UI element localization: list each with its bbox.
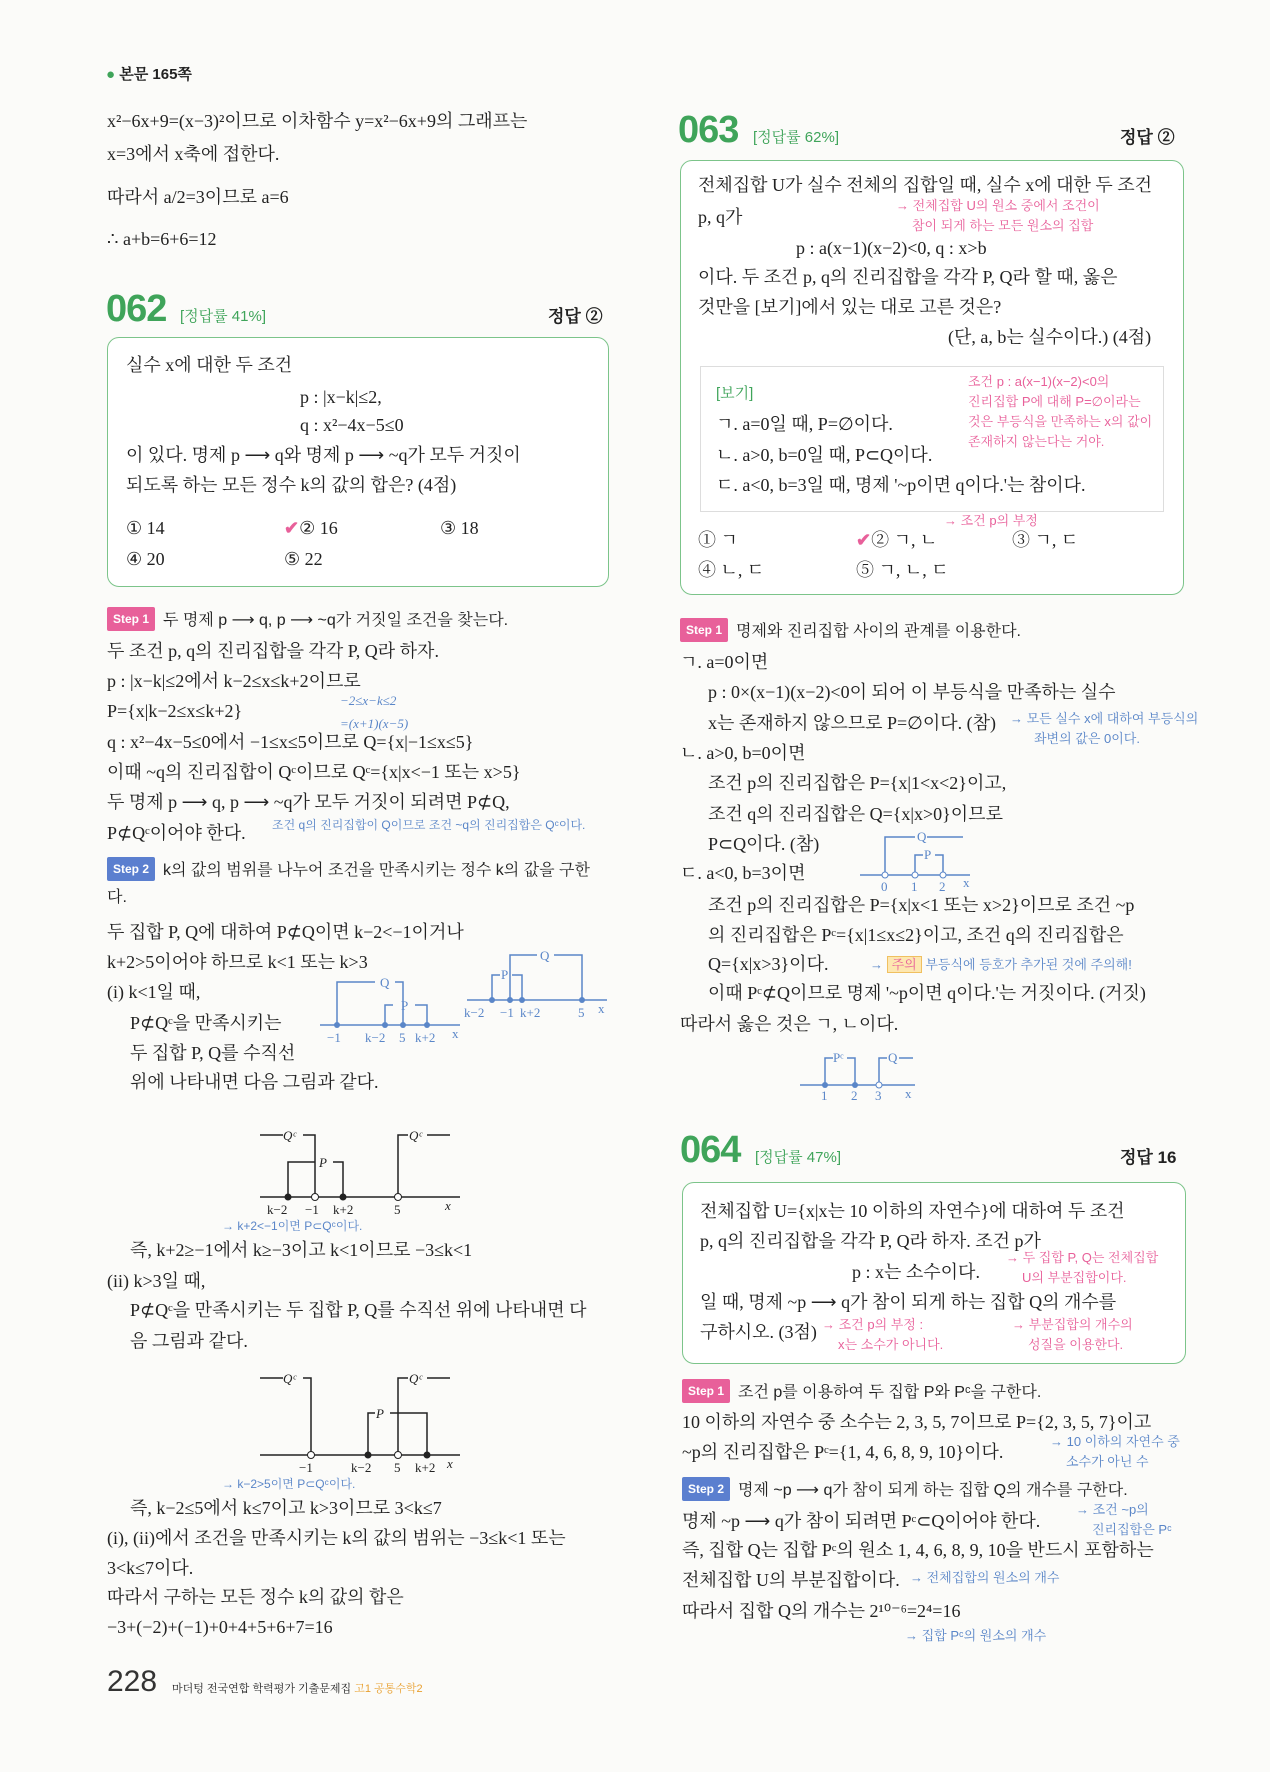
problem-line: 구하시오. (3점)	[700, 1322, 817, 1342]
label: k−2	[464, 1005, 485, 1020]
prev-line: x²−6x+9=(x−3)²이므로 이차함수 y=x²−6x+9의 그래프는	[107, 111, 528, 131]
label: Qᶜ	[409, 1128, 422, 1143]
caution-badge: 주의	[887, 956, 922, 973]
choice-5: ⑤ 22	[284, 549, 323, 569]
label: x	[963, 875, 970, 890]
solution-line: 따라서 옳은 것은 ㄱ, ㄴ이다.	[680, 1014, 899, 1034]
annotation: 존재하지 않는다는 거야.	[968, 434, 1105, 449]
solution-line: 즉, k−2≤5에서 k≤7이고 k>3이므로 3<k≤7	[130, 1498, 442, 1518]
step1-title: 두 명제 p ⟶ q, p ⟶ ~q가 거짓일 조건을 찾는다.	[163, 612, 509, 629]
problem-line: p, q가	[698, 207, 743, 227]
solution-line: 조건 p의 진리집합은 P={x|1<x<2}이고,	[708, 773, 1007, 793]
problem-number: 063	[678, 109, 739, 151]
annotation-text: 조건 ~p의	[1092, 1502, 1149, 1517]
number-line-diagram-case-i	[255, 1110, 465, 1215]
solution-line: 이때 Pᶜ⊄Q이므로 명제 '~p이면 q이다.'는 거짓이다. (거짓)	[708, 983, 1146, 1003]
solution-line: 따라서 집합 Q의 개수는 2¹⁰⁻⁶=2⁴=16	[682, 1601, 961, 1621]
annotation: 성질을 이용한다.	[1028, 1337, 1124, 1352]
label: x	[447, 1456, 453, 1471]
choice-2-correct	[856, 529, 937, 551]
answer: 정답 16	[1120, 1148, 1177, 1167]
annotation: 조건 q의 진리집합이 Q이므로 조건 ~q의 진리집합은 Qᶜ이다.	[272, 818, 586, 832]
prev-line: x=3에서 x축에 접한다.	[107, 144, 280, 164]
boki-item: ㄱ. a=0일 때, P=∅이다.	[716, 414, 893, 434]
label: −1	[305, 1202, 319, 1215]
number-line-diagram	[855, 825, 975, 895]
label: Q	[540, 948, 550, 963]
solution-line: q : x²−4x−5≤0에서 −1≤x≤5이므로 Q={x|−1≤x≤5}	[107, 732, 474, 752]
solution-line: 조건 q의 진리집합은 Q={x|x>0}이므로	[708, 804, 1003, 824]
label: 3	[875, 1088, 882, 1100]
choice-3: ③ 18	[440, 518, 479, 538]
footer-book	[172, 1678, 423, 1700]
solution-line: P⊂Q이다. (참)	[708, 834, 820, 854]
annotation-text: k+2<−1이면 P⊂Qᶜ이다.	[237, 1219, 363, 1233]
step2-title: k의 값의 범위를 나누어 조건을 만족시키는 정수 k의 값을 구한	[163, 862, 590, 879]
step1-heading	[682, 1379, 1041, 1404]
step2-heading	[107, 857, 590, 882]
step2-title: 명제 ~p ⟶ q가 참이 되게 하는 집합 Q의 개수를 구한다.	[738, 1482, 1128, 1499]
solution-line: Q={x|x>3}이다.	[708, 954, 829, 974]
problem-line: 전체집합 U={x|x는 10 이하의 자연수}에 대하여 두 조건	[700, 1201, 1125, 1221]
correct-rate: [정답률 62%]	[753, 129, 839, 146]
annotation: → 조건 p의 부정	[944, 513, 1038, 528]
choice-2-text: ② 16	[299, 518, 338, 538]
annotation: 것은 부등식을 만족하는 x의 값이	[968, 414, 1153, 429]
label: k+2	[415, 1460, 436, 1473]
solution-line: 두 집합 P, Q를 수직선	[130, 1043, 296, 1063]
choice-3: ③ ㄱ, ㄷ	[1012, 530, 1079, 550]
label: Q	[917, 829, 927, 844]
problem-line: (단, a, b는 실수이다.) (4점)	[948, 327, 1152, 347]
annotation: 조건 p : a(x−1)(x−2)<0의	[968, 374, 1110, 389]
annotation: 소수가 아닌 수	[1066, 1454, 1149, 1469]
page-reference	[106, 64, 192, 86]
solution-line: ㄷ. a<0, b=3이면	[680, 863, 806, 883]
annotation-text: 조건 p의 부정 :	[838, 1317, 924, 1332]
step1-heading	[680, 618, 1021, 643]
choice-4: ④ ㄴ, ㄷ	[698, 560, 765, 580]
annotation: → 10 이하의 자연수 중	[1050, 1434, 1180, 1449]
step1-title: 명제와 진리집합 사이의 관계를 이용한다.	[736, 623, 1021, 640]
choice-2-correct	[284, 517, 338, 539]
annotation-text: 전체집합의 원소의 개수	[926, 1570, 1060, 1585]
label: k+2	[415, 1030, 436, 1045]
condition-p: p : |x−k|≤2,	[300, 387, 382, 407]
annotation: → 조건 ~p의	[1076, 1502, 1149, 1517]
solution-line: 명제 ~p ⟶ q가 참이 되려면 Pᶜ⊂Q이어야 한다.	[682, 1511, 1041, 1531]
problem-number: 062	[106, 288, 167, 330]
boki-item: ㄷ. a<0, b=3일 때, 명제 '~p이면 q이다.'는 참이다.	[716, 475, 1086, 495]
annotation: → 집합 Pᶜ의 원소의 개수	[905, 1628, 1047, 1643]
annotation: → 조건 p의 부정 :	[822, 1317, 924, 1332]
label: P	[376, 1406, 384, 1421]
label: Qᶜ	[283, 1371, 296, 1386]
label: k+2	[520, 1005, 541, 1020]
solution-line: 즉, k+2≥−1에서 k≥−3이고 k<1이므로 −3≤k<1	[130, 1240, 473, 1260]
annotation: 좌변의 값은 0이다.	[1034, 731, 1140, 746]
label: 5	[394, 1460, 401, 1473]
label: P	[501, 967, 509, 982]
problem-line: 전체집합 U가 실수 전체의 집합일 때, 실수 x에 대한 두 조건	[698, 175, 1153, 195]
problem-line: 것만을 [보기]에서 있는 대로 고른 것은?	[698, 297, 1002, 317]
solution-line: 10 이하의 자연수 중 소수는 2, 3, 5, 7이므로 P={2, 3, 5, 7}이고	[682, 1412, 1152, 1432]
correct-rate: [정답률 41%]	[180, 308, 266, 325]
label: k−2	[351, 1460, 372, 1473]
solution-line: p : 0×(x−1)(x−2)<0이 되어 이 부등식을 만족하는 실수	[708, 682, 1116, 702]
annotation-text: 부분집합의 개수의	[1028, 1317, 1133, 1332]
prev-line: ∴ a+b=6+6=12	[107, 229, 217, 249]
label: −1	[500, 1005, 514, 1020]
label: −1	[327, 1030, 341, 1045]
label: 1	[911, 879, 918, 894]
label: 5	[394, 1202, 401, 1215]
solution-line: 위에 나타내면 다음 그림과 같다.	[130, 1072, 379, 1092]
solution-line: 두 조건 p, q의 진리집합을 각각 P, Q라 하자.	[107, 641, 439, 661]
number-line-diagram	[462, 945, 612, 1020]
subject: 고1 공통수학2	[354, 1683, 423, 1695]
answer: 정답 ②	[548, 307, 603, 326]
annotation: → 두 집합 P, Q는 전체집합	[1006, 1250, 1159, 1265]
number-line-diagram	[315, 960, 465, 1045]
step1-badge: Step 1	[682, 1379, 730, 1403]
step1-title: 조건 p를 이용하여 두 집합 P와 Pᶜ을 구한다.	[738, 1384, 1042, 1401]
solution-line: P⊄Qᶜ을 만족시키는	[130, 1013, 282, 1033]
annotation: 진리집합은 Pᶜ	[1092, 1522, 1172, 1537]
solution-line: (i) k<1일 때,	[107, 982, 201, 1002]
solution-line: 즉, 집합 Q는 집합 Pᶜ의 원소 1, 4, 6, 8, 9, 10을 반드시 포함하는	[682, 1540, 1154, 1560]
solution-line: 음 그림과 같다.	[130, 1331, 248, 1351]
annotation: → 전체집합의 원소의 개수	[910, 1570, 1060, 1585]
solution-line: 이때 ~q의 진리집합이 Qᶜ이므로 Qᶜ={x|x<−1 또는 x>5}	[107, 762, 521, 782]
solution-line: ㄴ. a>0, b=0이면	[680, 743, 806, 763]
problem-line: 되도록 하는 모든 정수 k의 값의 합은? (4점)	[126, 475, 457, 495]
choice-1: ① ㄱ	[698, 530, 738, 550]
solution-line: 따라서 구하는 모든 정수 k의 값의 합은	[107, 1587, 404, 1607]
label: Q	[380, 975, 390, 990]
label: Qᶜ	[409, 1371, 422, 1386]
annotation: =(x+1)(x−5)	[340, 716, 409, 731]
annotation: → 부분집합의 개수의	[1012, 1317, 1133, 1332]
annotation: U의 부분집합이다.	[1022, 1270, 1127, 1285]
annotation: x는 소수가 아니다.	[838, 1337, 944, 1352]
step1-heading	[107, 607, 508, 632]
problem-line: 실수 x에 대한 두 조건	[126, 355, 293, 375]
problem-number: 064	[680, 1129, 741, 1171]
annotation-text: k−2>5이면 P⊂Qᶜ이다.	[237, 1477, 356, 1491]
label: P	[319, 1155, 327, 1170]
page-number: 228	[107, 1665, 158, 1698]
solution-line: P={x|k−2≤x≤k+2}	[107, 701, 243, 721]
annotation: → 모든 실수 x에 대하여 부등식의	[1010, 711, 1199, 726]
label: x	[445, 1198, 451, 1213]
solution-line: 의 진리집합은 Pᶜ={x|1≤x≤2}이고, 조건 q의 진리집합은	[708, 925, 1124, 945]
choice-2-text: ② ㄱ, ㄴ	[871, 530, 938, 550]
annotation-text: 전체집합 U의 원소 중에서 조건이	[912, 198, 1100, 213]
annotation-text: 두 집합 P, Q는 전체집합	[1022, 1250, 1159, 1265]
label: x	[452, 1026, 459, 1041]
boki-title: [보기]	[716, 385, 754, 402]
label: 1	[821, 1088, 828, 1100]
book-title: 마더텅 전국연합 학력평가 기출문제집	[172, 1683, 352, 1695]
correct-rate: [정답률 47%]	[755, 1149, 841, 1166]
label: k−2	[267, 1202, 288, 1215]
label: −1	[299, 1460, 313, 1473]
choice-5: ⑤ ㄱ, ㄴ, ㄷ	[856, 560, 949, 580]
solution-line: p : |x−k|≤2에서 k−2≤x≤k+2이므로	[107, 671, 361, 691]
annotation: 진리집합 P에 대해 P=∅이라는	[968, 394, 1141, 409]
label: x	[905, 1086, 912, 1100]
label: k−2	[365, 1030, 386, 1045]
solution-line: P⊄Qᶜ이어야 한다.	[107, 823, 246, 843]
problem-line: p, q의 진리집합을 각각 P, Q라 하자. 조건 p가	[700, 1231, 1041, 1251]
caution-text: 부등식에 등호가 추가된 것에 주의해!	[925, 957, 1132, 972]
answer: 정답 ②	[1120, 128, 1175, 147]
solution-line: k+2>5이어야 하므로 k<1 또는 k>3	[107, 952, 368, 972]
check-mark-icon: ✔	[856, 530, 872, 550]
label: 5	[578, 1005, 585, 1020]
step1-badge: Step 1	[680, 618, 728, 642]
solution-line: −3+(−2)+(−1)+0+4+5+6+7=16	[107, 1617, 333, 1637]
number-line-diagram-case-ii	[255, 1368, 465, 1473]
solution-line: P⊄Qᶜ을 만족시키는 두 집합 P, Q를 수직선 위에 나타내면 다	[130, 1300, 587, 1320]
solution-line: 두 명제 p ⟶ q, p ⟶ ~q가 모두 거짓이 되려면 P⊄Q,	[107, 792, 510, 812]
condition-q: q : x²−4x−5≤0	[300, 415, 404, 435]
step2-badge: Step 2	[107, 857, 155, 881]
label: Pᶜ	[833, 1050, 844, 1065]
step2-heading	[682, 1477, 1128, 1502]
label: Qᶜ	[283, 1128, 296, 1143]
label: 2	[939, 879, 946, 894]
step1-badge: Step 1	[107, 607, 155, 631]
annotation-text: 집합 Pᶜ의 원소의 개수	[921, 1628, 1047, 1643]
choice-1: ① 14	[126, 518, 165, 538]
solution-line: 전체집합 U의 부분집합이다.	[682, 1570, 900, 1590]
solution-line: (ii) k>3일 때,	[107, 1271, 206, 1291]
solution-line: 3<k≤7이다.	[107, 1558, 194, 1578]
condition-p: p : x는 소수이다.	[852, 1262, 980, 1282]
label: 5	[399, 1030, 406, 1045]
check-mark-icon: ✔	[284, 518, 300, 538]
label: Q	[888, 1050, 898, 1065]
circle-arrow-icon: ●	[106, 66, 116, 83]
conditions: p : a(x−1)(x−2)<0, q : x>b	[796, 238, 987, 258]
annotation: −2≤x−k≤2	[340, 693, 397, 708]
annotation: → 전체집합 U의 원소 중에서 조건이	[896, 198, 1100, 213]
label: k+2	[333, 1202, 354, 1215]
label: x	[598, 1001, 605, 1016]
prev-line: 따라서 a/2=3이므로 a=6	[107, 187, 289, 207]
label: 2	[851, 1088, 858, 1100]
boki-item: ㄴ. a>0, b=0일 때, P⊂Q이다.	[716, 445, 933, 465]
label: P	[924, 847, 932, 862]
annotation: → k+2<−1이면 P⊂Qᶜ이다.	[222, 1219, 363, 1233]
label: 0	[881, 879, 888, 894]
annotation-text: 모든 실수 x에 대하여 부등식의	[1026, 711, 1199, 726]
problem-line: 일 때, 명제 ~p ⟶ q가 참이 되게 하는 집합 Q의 개수를	[700, 1292, 1117, 1312]
choice-4: ④ 20	[126, 549, 165, 569]
annotation: → k−2>5이면 P⊂Qᶜ이다.	[222, 1477, 356, 1491]
label: P	[401, 998, 409, 1013]
page-reference-text: 본문 165쪽	[119, 66, 192, 83]
solution-line: ㄱ. a=0이면	[680, 652, 769, 672]
solution-line: 조건 p의 진리집합은 P={x|x<1 또는 x>2}이므로 조건 ~p	[708, 895, 1135, 915]
solution-line: x는 존재하지 않으므로 P=∅이다. (참)	[708, 713, 996, 733]
number-line-diagram	[795, 1040, 920, 1100]
annotation: 참이 되게 하는 모든 원소의 집합	[912, 218, 1094, 233]
annotation-text: 10 이하의 자연수 중	[1066, 1434, 1180, 1449]
solution-line: (i), (ii)에서 조건을 만족시키는 k의 값의 범위는 −3≤k<1 또는	[107, 1528, 566, 1548]
annotation-text: 조건 p의 부정	[960, 513, 1038, 528]
problem-line: 이 있다. 명제 p ⟶ q와 명제 p ⟶ ~q가 모두 거짓이	[126, 445, 521, 465]
solution-line: 두 집합 P, Q에 대하여 P⊄Q이면 k−2<−1이거나	[107, 922, 464, 942]
problem-line: 이다. 두 조건 p, q의 진리집합을 각각 P, Q라 할 때, 옳은	[698, 267, 1118, 287]
caution-note: → 주의 부등식에 등호가 추가된 것에 주의해!	[870, 957, 1132, 972]
step2-title-cont: 다.	[107, 889, 127, 906]
solution-line: ~p의 진리집합은 Pᶜ={1, 4, 6, 8, 9, 10}이다.	[682, 1442, 1004, 1462]
step2-badge: Step 2	[682, 1477, 730, 1501]
